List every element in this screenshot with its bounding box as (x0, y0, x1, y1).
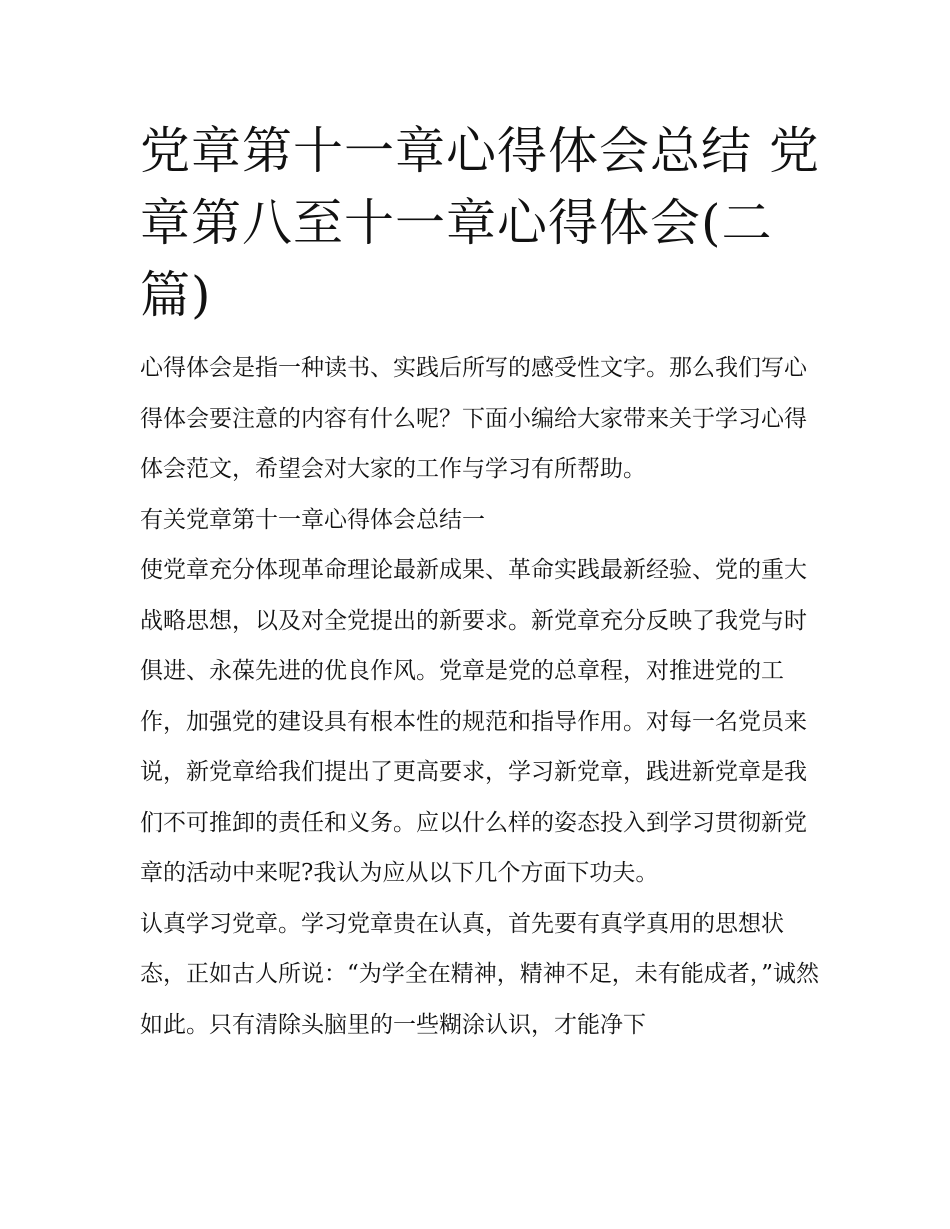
intro-paragraph: 心得体会是指一种读书、实践后所写的感受性文字。那么我们写心得体会要注意的内容有什么呢？下面小编给大家带来关于学习心得体会范文，希望会对大家的工作与学习有所帮助。 (140, 355, 807, 482)
body-paragraph: 认真学习党章。学习党章贵在认真，首先要有真学真用的思想状态，正如古人所说：“为学全在精神，精神不足，未有能成者，”诚然如此。只有清除头脑里的一些糊涂认识，才能净下 (140, 910, 820, 1038)
document-body (140, 115, 820, 1050)
section-heading: 有关党章第十一章心得体会总结一 (140, 506, 485, 533)
document-title: 党章第十一章心得体会总结 党章第八至十一章心得体会(二篇) (140, 122, 820, 324)
body-paragraph: 使党章充分体现革命理论最新成果、革命实践最新经验、党的重大战略思想，以及对全党提出的新要求。新党章充分反映了我党与时俱进、永葆先进的优良作风。党章是党的总章程，对推进党的工作，加强党的建设具有根本性的规范和指导作用。对每一名党员来说，新党章给我们提出了更高要求，学习新党章，践进新党章是我们不可推卸的责任和义务。应以什么样的姿态投入到学习贯彻新党章的活动中来呢?我认为应从以下几个方面下功夫。 (140, 557, 807, 886)
